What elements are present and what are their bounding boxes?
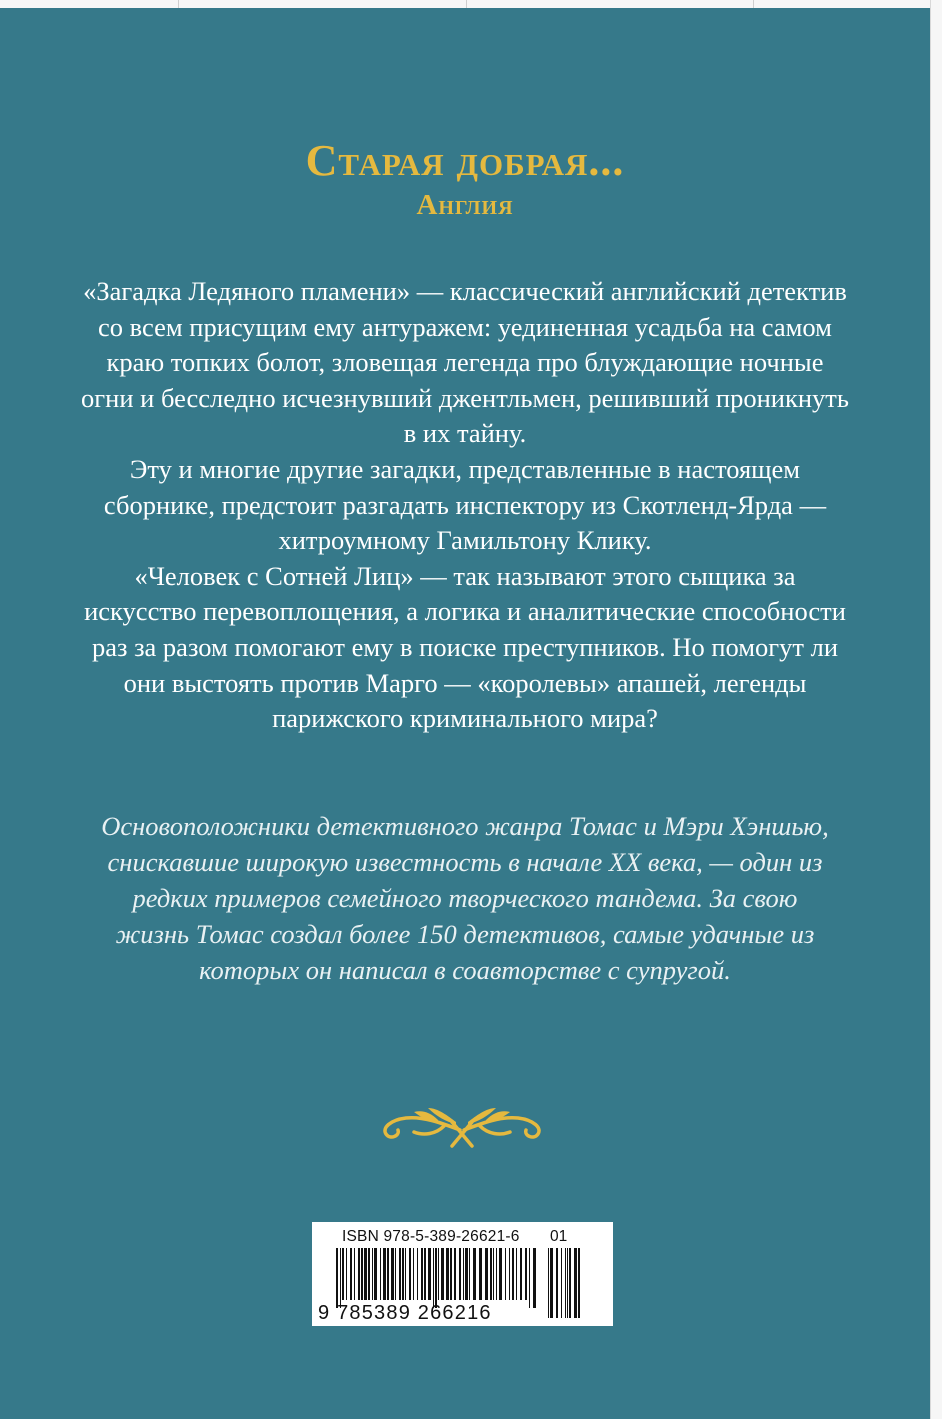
page-edge [930, 0, 942, 1419]
barcode-bar [512, 1248, 514, 1300]
barcode-bar [346, 1248, 347, 1300]
barcode-bar [380, 1248, 381, 1300]
barcode-bar [433, 1248, 434, 1308]
barcode-bar [505, 1248, 506, 1300]
series-title: Старая добрая... [305, 136, 625, 185]
barcode-bar [469, 1248, 470, 1300]
isbn-label: ISBN 978-5-389-26621-6 [342, 1228, 520, 1245]
barcode-bar [354, 1248, 355, 1300]
barcode-addon-bar [569, 1248, 571, 1318]
barcode-bar [516, 1248, 517, 1300]
top-strip [0, 0, 942, 8]
barcode-bar [336, 1248, 338, 1308]
barcode-bar [424, 1248, 426, 1300]
barcode-bar [441, 1248, 444, 1300]
barcode-bar [520, 1248, 522, 1300]
barcode-addon-bar [548, 1248, 549, 1318]
barcode-bar [409, 1248, 411, 1300]
barcode-bar [421, 1248, 423, 1300]
ornament-icon [374, 1096, 550, 1152]
barcode-addon-bar [567, 1248, 568, 1318]
barcode [312, 1222, 613, 1326]
book-annotation [80, 274, 850, 737]
barcode-addon-bar [565, 1248, 566, 1318]
book-back-cover [0, 8, 930, 1419]
barcode-bar [358, 1248, 360, 1300]
barcode-addon: 01 [550, 1228, 568, 1245]
barcode-bar [459, 1248, 461, 1300]
barcode-bar [493, 1248, 494, 1300]
annotation-paragraph: Эту и многие другие загадки, представленные в настоящем сборнике, предстоит разгадать инспектору из Скотленд-Ярда — хитроумному Гамильтону Клику. [103, 453, 827, 556]
barcode-bar [479, 1248, 482, 1300]
barcode-bar [361, 1248, 363, 1300]
barcode-bar [463, 1248, 464, 1300]
barcode-bar [533, 1248, 536, 1308]
authors-note [95, 808, 835, 988]
barcode-bar [387, 1248, 389, 1300]
barcode-bar [395, 1248, 396, 1300]
barcode-bar [350, 1248, 352, 1300]
barcode-bar [413, 1248, 414, 1300]
strip-divider [178, 0, 179, 8]
barcode-bar [435, 1248, 437, 1308]
barcode-bar [383, 1248, 386, 1300]
barcode-bar [465, 1248, 468, 1300]
barcode-addon-bar [574, 1248, 577, 1318]
barcode-bar [372, 1248, 373, 1300]
barcode-bar [438, 1248, 439, 1300]
strip-divider [466, 0, 467, 8]
annotation-paragraph: «Загадка Ледяного пламени» — классический английский детектив со всем присущим ему антуражем: уединенная усадьба на самом краю топких болот, зловещая легенда про блуждающие ночные огни и бесследно исчезнувший джентльмен, решивший проникнуть в их тайну. [81, 276, 849, 449]
barcode-bar [399, 1248, 401, 1300]
barcode-bar [374, 1248, 377, 1300]
barcode-bar [485, 1248, 488, 1300]
barcode-bar [340, 1248, 341, 1308]
barcode-bar [450, 1248, 452, 1300]
barcode-bar [496, 1248, 497, 1300]
barcode-bar [368, 1248, 370, 1300]
barcode-bar [525, 1248, 527, 1300]
barcode-bar [490, 1248, 492, 1300]
barcode-addon-bar [556, 1248, 558, 1318]
barcode-bar [499, 1248, 502, 1300]
ean-number: 9 785389 266216 [318, 1302, 492, 1324]
barcode-bar [446, 1248, 449, 1300]
barcode-bar [509, 1248, 510, 1300]
barcode-addon-bar [578, 1248, 580, 1318]
barcode-bar [391, 1248, 394, 1300]
barcode-bar [454, 1248, 456, 1300]
annotation-paragraph: «Человек с Сотней Лиц» — так называют этого сыщика за искусство перевоплощения, а логика и аналитические способности раз за разом помогают ему в поиске преступников. Но помогут ли они выстоять против Марго — «королевы» апашей, легенды парижского криминального мира? [84, 560, 846, 734]
barcode-bar [473, 1248, 476, 1300]
barcode-bar [402, 1248, 404, 1300]
barcode-bar [428, 1248, 431, 1300]
barcode-bar [342, 1248, 344, 1300]
barcode-bar [529, 1248, 530, 1308]
barcode-addon-bar [550, 1248, 553, 1318]
barcode-bar [405, 1248, 406, 1300]
strip-divider [753, 0, 754, 8]
authors-paragraph: Основоположники детективного жанра Томас и Мэри Хэншью, снискавшие широкую известность в начале XX века, — один из редких примеров семейного творческого тандема. За свою жизнь Томас создал более 150 детективов, самые удачные из которых он написал в соавторстве с супругой. [101, 811, 829, 985]
series-subtitle: Англия [416, 189, 514, 221]
barcode-bar [417, 1248, 418, 1300]
barcode-bar [364, 1248, 367, 1300]
barcode-addon-bar [561, 1248, 562, 1318]
